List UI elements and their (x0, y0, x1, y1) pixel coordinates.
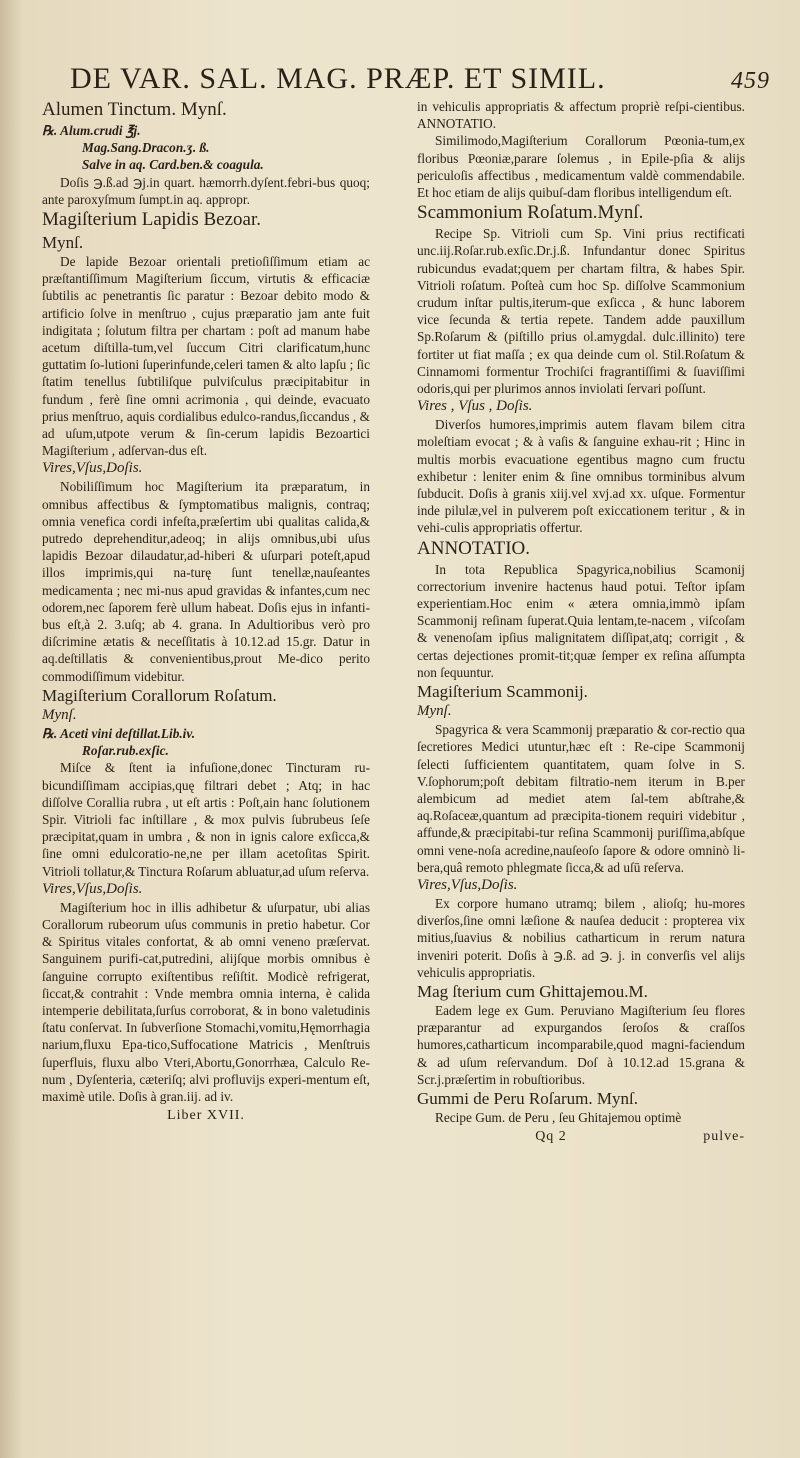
recipe-line: Salve in aq. Card.ben.& coagula. (82, 157, 264, 173)
section-author: Mynſ. (42, 706, 77, 723)
body-paragraph: Magiſterium hoc in illis adhibetur & uſurpatur, ubi alias Corallorum rubeorum uſus communis in pretio habetur. Cor & Spiritus vitales confortat, & ab omni veneno præſervat. Sanguinem purifi-cat,putredini, alijſque morbis omnibus è ſanguine corrupto exiſtentibus reſiſtit. Modicè refrigerat, ſiccat,& contrahit : Vnde membra omnia interna, è calida intemperie debilitata,ſurſus corroborat, & in bono valetudinis ſtatu conſervat. In ſubverſione Stomachi,vomitu,Hęmorrhagia narium,fluxu Epa-tico,Suffocatione Matricis , Menſtruis ſuperfluis, fluxu albo Vteri,Abortu,Gonorrhæa, Calculo Re-num , Dyſenteria, cæteriſq; alvi profluvijs experi-mentum eſt, maximè utile. Doſis à gran.iij. ad iv. (42, 899, 370, 1104)
recipe-line: Mag.Sang.Dracon.ʒ. ß. (82, 140, 210, 156)
section-heading: Magiſterium Lapidis Bezoar. (42, 209, 261, 231)
body-paragraph: Ex corpore humano utramq; bilem , alioſq; hu-mores diverſos,ſine omni læſione & nauſea deducit : propterea vix mitius,ſuavius & nobilius catharticum in rerum natura inveniri poterit. Doſis à ℈.ß. ad ℈. j. in converſis vel alijs vehiculis appropriatis. (417, 895, 745, 980)
section-heading: Gummi de Peru Roſarum. Mynſ. (417, 1088, 638, 1108)
body-paragraph: Nobiliſſimum hoc Magiſterium ita præparatum, in omnibus affectibus & ſymptomatibus malignis, contraq; omnia venefica cordi infeſta,præſertim ubi qualitas calida,& putredo deprehenditur,adeoq; in alijs omnibus,ubi uſus lapidis Bezoar dilaudatur,ad-hiberi & uſurpari poteſt,apud illos imprimis,qui na-turę ſunt tenellæ,nauſeantes medicamenta ; nec mi-nus apud gravidas & infantes,cum nec odorem,nec ſaporem ferè ullum habeat. Doſis ejus in infanti-bus eſt,à 2. 3.uſq; ab 4. grana. In Adultioribus verò pro diſcrimine ætatis & neceſſitatis à 10.12.ad 15.gr. Datur in aq.deſtillatis & convenientibus,prout Me-dico perito commodiſſimum videbitur. (42, 479, 370, 684)
recipe-line: ℞. Aceti vini deſtillat.Lib.iv. (42, 725, 196, 741)
page-footer (417, 1128, 745, 1145)
body-paragraph: In tota Republica Spagyrica,nobilius Scamonij correctorium invenire hactenus haud potui. Teſtor ipſam experientiam.Hoc enim « ætera omnia,immò ipſam Scammonij reſinam ſuperat.Quia lentam,te-nacem , viſcoſam & venenoſam ipſius malignitatem diſſipat,atq; corrigit , & certas dejectiones promit-tit;quæ ſemper ex reſina aſſumpta non ſequuntur. (417, 561, 745, 680)
section-heading: Alumen Tinctum. Mynſ. (42, 99, 227, 120)
right-column (417, 98, 745, 1145)
body-paragraph: Recipe Gum. de Peru , ſeu Ghitajemou optimè (435, 1109, 682, 1125)
page-footer (42, 1107, 370, 1124)
subheading: Vires,Vſus,Doſis. (42, 460, 143, 477)
gutter-shadow (0, 0, 22, 1458)
recipe-line: Roſar.rub.exſic. (82, 743, 169, 759)
section-heading: ANNOTATIO. (417, 537, 530, 559)
body-paragraph: in vehiculis appropriatis & affectum propriè reſpi-cientibus. ANNOTATIO. (417, 99, 745, 132)
body-paragraph: Spagyrica & vera Scammonij præparatio & cor-rectio qua ſecretiores Medici utuntur,hæc eſt : Re-cipe Scammonij ſelecti ſufficientem quantitatem, quam ſolve in S. V.ſophorum;poſt debitam filtratio-nem iterum in B.per alembicum ad mediet atem ſal-tem abſtrahe,& aq.Roſaceæ,quantum ad præcipita-tionem requiri videbitur , affunde,& præcipitabi-tur reſina Scammonij puriſſima,abſque omni vene-noſa acredine,nauſeoſo ſapore & odore omninò li-bera,quâ remoto phlegmate ſicca,& ad uſū reſerva. (417, 722, 745, 875)
section-author: Mynſ. (417, 703, 452, 720)
left-column (42, 98, 370, 1124)
page-number: 459 (731, 68, 770, 94)
body-paragraph: De lapide Bezoar orientali pretioſiſſimum etiam ac præſtantiſſimum Magiſterium ſiccum, virtutis & efficaciæ ſubtilis ac penetrantis ſic paratur : Bezoar debito modo & artificio ſolve in menſtruo , cujus præparatio jam ante fuit indigitata ; ſolutum filtra per chartam : poſt ad manum habe acetum diſtilla-tum,vel ſuccum Citri clarificatum,hunc guttatim ſo-lutioni ſuperinfunde,celeri tamen & alto lapſu ; ſic ſtatim tenellus ſubtiliſque pulviſculus præcipitabitur in fundum , ferè ſine omni acrimonia , qui deinde, evacuato prius menſtruo, aquis cordialibus edulco-randus,ſiccandus , & ad uſum,utpote verum & ſin-cerum lapidis Bezoartici Magiſterium , adſervan-dus eſt. (42, 254, 370, 459)
body-paragraph: Doſis ℈.ß.ad ℈j.in quart. hæmorrh.dyſent.febri-bus quoq; ante paroxyſmum ſumpt.in aq. appropr. (42, 174, 370, 207)
subheading: Vires , Vſus , Doſis. (417, 398, 533, 415)
section-heading: Magiſterium Corallorum Roſatum. (42, 685, 277, 705)
section-heading: Mag ſterium cum Ghittajemou.M. (417, 981, 648, 1001)
section-author: Mynſ. (42, 233, 84, 253)
subheading: Vires,Vſus,Doſis. (42, 880, 143, 897)
signature-mark: Qq 2 (535, 1129, 567, 1145)
signature-mark: Liber XVII. (167, 1108, 245, 1124)
section-heading: Scammonium Roſatum.Mynſ. (417, 202, 644, 224)
recipe-line: ℞. Alum.crudi ℥j. (42, 123, 141, 138)
body-paragraph: Diverſos humores,imprimis autem flavam bilem citra moleſtiam evocat ; & à vaſis & ſanguine exhau-rit ; Hinc in multis morbis evacuatione egentibus magno cum fructu exhibetur : leniter enim & ſine omnibus torminibus alvum ſubducit. Doſis à granis xiij.vel xvj.ad xx. uſque. Formentur inde pilulæ,vel in pulverem poſt exiccationem teritur , & in vehi-culis appropriatis offertur. (417, 417, 745, 536)
subheading: Vires,Vſus,Doſis. (417, 876, 518, 893)
body-paragraph: Recipe Sp. Vitrioli cum Sp. Vini prius rectificati unc.iij.Roſar.rub.exſic.Dr.j.ß. Infundantur donec Spiritus rubicundus evadat;quem per chartam filtra, & habes Spir. Vitrioli roſatum. Poſteà cum hoc Sp. diſſolve Scammonium crudum inſtar pultis,iterum-que exſicca , & hunc laborem vice ſecunda & tertia repete. Tandem adde pauxillum Sp.Roſarum & (piſtillo prius ol.amygdal. dulc.illinito) tere fortiter ut fiat maſſa ; ex qua deinde cum ol. Stil.Roſatum & Cinnamomi formentur Trochiſci fragrantiſſimi & ſuaviſſimi odoris,qui per plurimos annos inviolati ſervari poſſunt. (417, 226, 745, 397)
running-title: DE VAR. SAL. MAG. PRÆP. ET SIMIL. (70, 62, 606, 95)
running-head (70, 62, 770, 98)
catchword: pulve- (703, 1129, 745, 1145)
section-heading: Magiſterium Scammonij. (417, 682, 588, 702)
body-paragraph: Similimodo,Magiſterium Corallorum Pœonia-tum,ex floribus Pœoniæ,parare ſolemus , in Epile-pſia & alijs periculoſis affectibus , medicamentum valdè commendabile. Et hoc etiam de alijs quibuſ-dam floribus intelligendum eſt. (417, 133, 745, 201)
body-paragraph: Miſce & ſtent ia infuſione,donec Tincturam ru-bicundiſſimam accipias,quę filtrari debet ; Atq; in hac diſſolve Corallia rubra , ut eſt artis : Poſt,ain hanc ſolutionem Spir. Vitrioli fac inſtillare , & mox pulvis ſubrubeus ſeſe præcipitat,quam in umbra , & non in ignis calore exſicca,& ſine omni edulcoratio-ne,ne per illam acetoſitas Spirit. Vitrioli tollatur,& Tinctura Roſarum abluatur,ad uſum reſerva. (42, 760, 370, 879)
body-paragraph: Eadem lege ex Gum. Peruviano Magiſterium ſeu flores præparantur ad expurgandos ſeroſos & craſſos humores,catharticum incomparabile,quod magni-faciendum & ad uſum reſervandum. Doſ à 10.12.ad 15.grana & Scr.j.præſertim in robuſtioribus. (417, 1002, 745, 1087)
